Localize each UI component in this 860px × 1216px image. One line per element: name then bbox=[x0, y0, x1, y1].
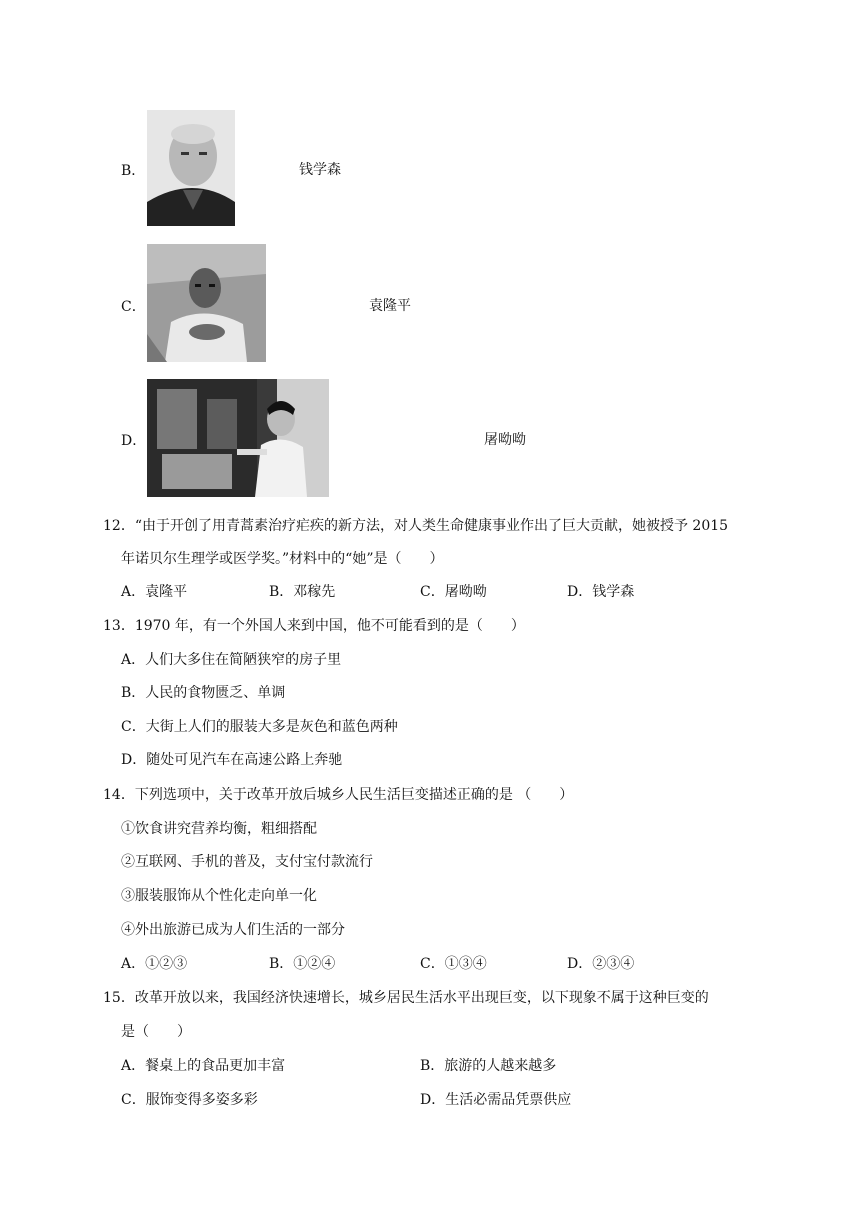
q15-stem-line1: 15．改革开放以来，我国经济快速增长，城乡居民生活水平出现巨变，以下现象不属于这种巨变的 bbox=[103, 990, 709, 1006]
q15-option-d: D．生活必需品凭票供应 bbox=[420, 1092, 572, 1108]
option-b-letter: B． bbox=[121, 163, 146, 179]
option-c-caption: 袁隆平 bbox=[369, 298, 411, 314]
q14-item-1: ①饮食讲究营养均衡，粗细搭配 bbox=[121, 821, 317, 837]
option-d-letter: D． bbox=[121, 433, 147, 449]
option-b-caption: 钱学森 bbox=[299, 162, 341, 178]
q13-option-d: D．随处可见汽车在高速公路上奔驰 bbox=[121, 752, 343, 768]
option-d-caption: 屠呦呦 bbox=[484, 432, 526, 448]
q14-option-b: B．①②④ bbox=[269, 956, 336, 972]
q12-option-c: C．屠呦呦 bbox=[420, 584, 487, 600]
q14-item-2: ②互联网、手机的普及，支付宝付款流行 bbox=[121, 854, 373, 870]
q15-option-b: B．旅游的人越来越多 bbox=[420, 1058, 557, 1074]
q15-stem-line2: 是（ ） bbox=[121, 1024, 191, 1040]
q15-option-c: C．服饰变得多姿多彩 bbox=[121, 1092, 258, 1108]
q14-item-3: ③服装服饰从个性化走向单一化 bbox=[121, 888, 317, 904]
tu-youyou-lab-photo bbox=[147, 379, 329, 497]
q15-option-a: A．餐桌上的食品更加丰富 bbox=[121, 1058, 286, 1074]
q12-stem-line1: 12．“由于开创了用青蒿素治疗疟疾的新方法，对人类生命健康事业作出了巨大贡献，她被授予 2015 bbox=[103, 518, 729, 534]
q13-option-c: C．大街上人们的服装大多是灰色和蓝色两种 bbox=[121, 719, 398, 735]
q12-stem-line2: 年诺贝尔生理学或医学奖。”材料中的“她”是（ ） bbox=[121, 551, 444, 567]
qian-xuesen-portrait bbox=[147, 110, 235, 226]
q14-option-a: A．①②③ bbox=[121, 956, 188, 972]
q14-option-d: D．②③④ bbox=[567, 956, 635, 972]
option-c-letter: C． bbox=[121, 299, 146, 315]
q12-option-a: A．袁隆平 bbox=[121, 584, 188, 600]
q13-option-a: A．人们大多住在简陋狭窄的房子里 bbox=[121, 652, 342, 668]
q13-option-b: B．人民的食物匮乏、单调 bbox=[121, 685, 286, 701]
q14-item-4: ④外出旅游已成为人们生活的一部分 bbox=[121, 922, 345, 938]
q12-option-b: B．邓稼先 bbox=[269, 584, 336, 600]
q13-stem: 13．1970 年，有一个外国人来到中国，他不可能看到的是（ ） bbox=[103, 618, 525, 634]
q14-option-c: C．①③④ bbox=[420, 956, 487, 972]
q12-option-d: D．钱学森 bbox=[567, 584, 635, 600]
yuan-longping-photo bbox=[147, 244, 266, 362]
q14-stem: 14．下列选项中，关于改革开放后城乡人民生活巨变描述正确的是 （ ） bbox=[103, 787, 574, 803]
